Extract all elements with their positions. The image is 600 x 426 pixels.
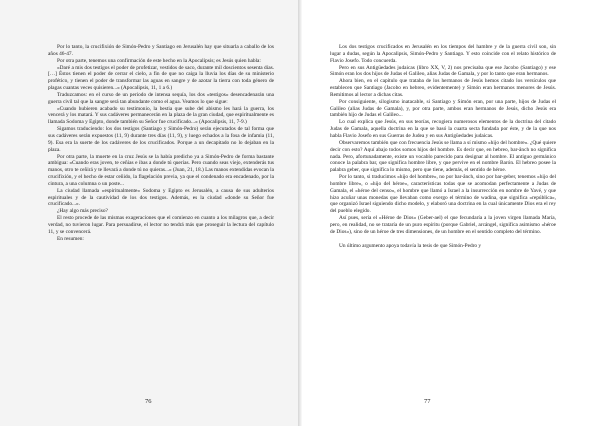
paragraph: Observaremos también que con frecuencia Jesús se llama a sí mismo «hijo del hombre». ¿Qué quiere decir con esto? Aquí abajo todos somos hijos del hombre. Es decir que, en hebreo, bar-ânch no significa nada. Pero, afortunadamente, existe un vocablo parecido para designar al hombre. El antiguo germánico conoce la palabra bar, que significa hombre libre, y que pervive en el nombre Barón. El hebreo posee la palabra geber, que significa lo mismo, pero que tiene, además, el sentido de héroe. [330,139,556,174]
paragraph: Por lo tanto, la crucifixión de Simón-Pedro y Santiago en Jerusalén hay que situarla a caballo de los años 46-47. [48,44,274,57]
paragraph: Ahora bien, en el capítulo que trataba de los hermanos de Jesús hemos citado los versículos que establecen que Santiago (Jacobo en hebreo, evidentemente) y Simón eran hermanos menores de Jesús. Remitimos al lector a dichas citas. [330,78,556,98]
paragraph: En resumen: [57,235,84,242]
paragraph: Por otra parte, la muerte en la cruz Jesús se la había predicho ya a Simón-Pedro de forma bastante ambigua: «Cuando eras joven, te ceñías e ibas a donde tú querías. Pero cuando seas viejo, extenderás tus manos, otro te ceñirá y te llevará a donde tú no quieras...» (Juan, 21, 18.) Las manos extendidas evocan la crucifixión, y el hecho de estar ceñido, la flagelación previa, ya que el condenado era encadenado, por la cintura, a una columna o un poste... [48,153,274,187]
paragraph: Un último argumento apoya todavía la tesis de que Simón-Pedro y [339,242,482,249]
page-number: 77 [424,398,431,405]
paragraph: Lo cual explica que Jesús, en sus teorías, recogiera numerosos elementos de la doctrina del citado Judas de Gamala, aquella doctrina en la que se basó la cuarta secta fundada por éste, y de la que nos habla Flavio Josefo en sus Guerras de Judea y en sus Antigüedades judaicas. [330,119,556,139]
paragraph: «Daré a mis dos testigos el poder de profetizar, vestidos de saco, durante mil doscientos sesenta días. […] Éstos tienen el poder de cerrar el cielo, a fin de que no caiga la lluvia los días de su ministerio profético, y tienen el poder de transformar las aguas en sangre y de azotar la tierra con toda género de plagas cuantas veces quisieren...» (Apocalipsis, 11, 1 a 6.) [48,64,274,92]
right-text-column [330,44,556,382]
paragraph: Traduzcamos: en el curso de un periodo de intensa sequía, los dos «testigos» desencadenarán una guerra civil tal que la sangre será tan abundante como el agua. Veamos lo que sigue: [48,91,274,105]
right-page [300,0,600,426]
page-number: 76 [145,398,152,405]
paragraph: «Cuando hubieren acabado su testimonio, la bestia que sube del abismo les hará la guerra, los vencerá y los matará. Y sus cadáveres permanecerán en la plaza de la gran ciudad, que espiritualmente es llamada Sodoma y Egipto, donde también su Señor fue crucificado...» (Apocalipsis, 11, 7-9.) [48,105,274,126]
paragraph: El resto procede de las mismas exageraciones que el comienzo en cuanto a los milagros que, a decir verdad, no tuvieron lugar. Para persuadirse, el lector no tendrá más que proseguir la lectura del capítulo 11, y se convencerá. [48,215,274,235]
paragraph: Así pues, sería el «Héroe de Dios» (Geber-ael) el que fecundaría a la joven virgen llamada María, pero, en realidad, no se trataría de un puro espíritu (porque Gabriel, arcángel, significa asimismo «héroe de Dios»), sino de un héroe de tres dimensiones, de un hombre en el sentido completo del término. [330,215,556,235]
paragraph: Por consiguiente, silogismo inatacable, si Santiago y Simón eran, por una parte, hijos de Judas el Galileo (alias Judas de Gamala), y, por otra parte, ambos eran hermanos de Jesús, dicho Jesús era también hijo de Judas el Galileo... [330,98,556,119]
book-gutter [298,0,302,426]
left-text-column [48,44,274,382]
paragraph: Por lo tanto, si traducimos «hijo del hombre», no por bar-ânch, sino por bar-geber, tenemos «hijo del hombre libre», o «hijo del héroe», características todas que se acomodan perfectamente a Judas de Gamala, el «héroe del censo», el hombre que llamó a Israel a la insurrección en nombre de Yavé, y que hizo acuñar unas monedas que llevaban como exergo el término de wadina, que significa «república», que organizó Israel siguiendo dicho modelo, y elaboró una doctrina en la cual únicamente Dios era el rey del pueblo elegido. [330,174,556,215]
paragraph: Los dos testigos crucificados en Jerusalén en los tiempos del hambre y de la guerra civil son, sin lugar a dudas, según la Apocalipsis, Simón-Pedro y Santiago. Y esto coincide con el relato histórico de Flavio Josefo. Todo concuerda. [330,44,556,64]
paragraph: Sigamos traduciendo: los dos testigos (Santiago y Simón-Pedro) serán ejecutados de tal forma que sus cadáveres serán expuestos (11, 9) durante tres días (11, 9), y luego echados a la fosa de infamia (11, 9). Esa era la suerte de los cadáveres de los crucificados. Porque a un decapitado no lo dejaban en la plaza. [48,126,274,153]
paragraph: La ciudad llamada «espiritualmente» Sodoma y Egipto es Jerusalén, a causa de sus adulterios espirituales y de la cautividad de los dos testigos. Además, es la ciudad «donde su Señor fue crucificado...». [48,187,274,208]
paragraph: ¿Hay algo más preciso? [57,208,108,215]
paragraph: Pero en sus Antigüedades judaicas (libro XX, V, 2) nos precisaba que ese Jacobo (Santiago) y ese Simón eran los dos hijos de Judas el Galileo, alias Judas de Gamala, y por lo tanto que eran hermanos. [330,64,556,78]
paragraph: Por otra parte, tenemos una confirmación de este hecho en la Apocalipsis; es Jesús quien habla: [57,57,261,64]
